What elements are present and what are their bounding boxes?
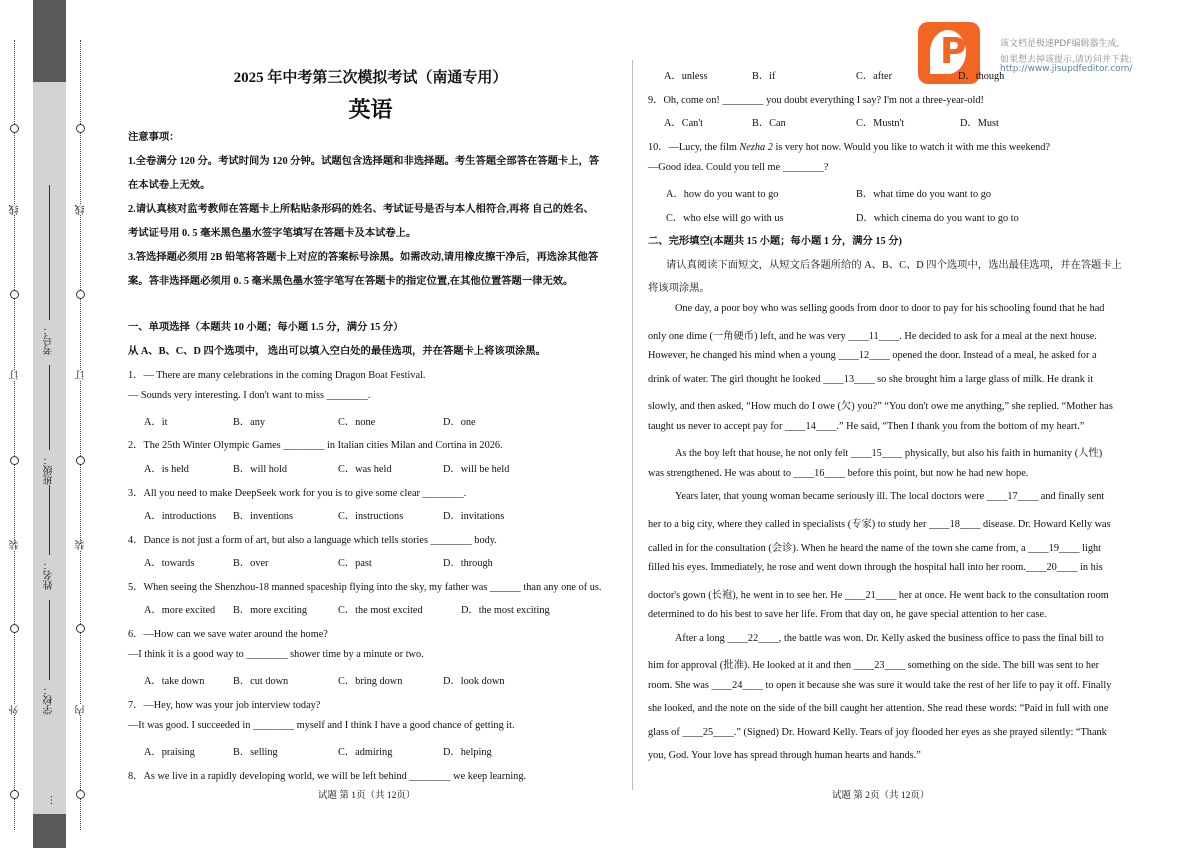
logo-p-icon: P [940,31,967,72]
notice-line: 在本试卷上无效。 [128,180,211,191]
q7-stem: 7．—Hey, how was your job interview today? [128,700,321,711]
q7-option-c[interactable]: C．admiring [338,747,393,758]
binding-hole [10,124,19,133]
q6-option-c[interactable]: C．bring down [338,676,403,687]
page2-footer: 试题 第 2页（共 12页） [832,791,930,801]
field-number-line[interactable] [49,185,50,320]
field-dots: … [44,795,55,805]
binding-hole [10,790,19,799]
passage-line: only one dime (一角硬币) left, and he was very ____11____. He decided to ask for a meal at the next house. [648,331,1097,342]
q4-option-b[interactable]: B．over [233,558,269,569]
q10-option-b[interactable]: B．what time do you want to go [856,189,991,200]
q2-option-c[interactable]: C．was held [338,464,392,475]
q7-option-a[interactable]: A．praising [144,747,195,758]
passage-line: called in for the consultation (会诊). When he heard the name of the town she came from, a ____19____ light [648,543,1102,554]
q2-option-a[interactable]: A．is held [144,464,189,475]
binding-hole [76,456,85,465]
binding-strip [0,0,100,848]
q10-option-a[interactable]: A．how do you want to go [666,189,779,200]
q6-option-b[interactable]: B．cut down [233,676,289,687]
passage-line: was strengthened. He was about to ____16____ before this point, but now he had new hope. [648,468,1029,479]
binding-hole [76,790,85,799]
section1-instructions: 从 A、B、C、D 四个选项中， 选出可以填入空白处的最佳选项，并在答题卡上将该项涂黑。 [128,346,546,357]
q7-option-d[interactable]: D．helping [443,747,492,758]
passage-line: As the boy left that house, he not only felt ____15____ physically, but also his faith in humanity (人性) [675,448,1103,459]
exam-subject: 英语 [348,97,393,122]
passage-line: room. She was ____24____ to open it because she was sure it would take the rest of her life to pay it off. Finally [648,680,1112,691]
inner-zhuang: 装 [76,540,87,550]
notice-line: 3.答选择题必须用 2B 铅笔将答题卡上对应的答案标号涂黑。如需改动,请用橡皮擦干净后，再选涂其他答 [128,252,599,263]
q10-stem-pre: 10．—Lucy, the film [648,142,740,153]
field-school-label: 学校： [44,685,55,715]
passage-line: she looked, and the note on the side of the bill caught her attention. She read these words: “Paid in full with one [648,703,1109,714]
outer-ding: 订 [10,370,21,380]
q3-option-d[interactable]: D．invitations [443,511,505,522]
outer-wai: 外 [10,705,21,715]
q2-stem: 2．The 25th Winter Olympic Games ________ in Italian cities Milan and Cortina in 2026. [128,440,503,451]
q10-stem-post: is very hot now. Would you like to watch it with me this weekend? [772,142,1051,153]
binding-hole [76,624,85,633]
field-class-line[interactable] [49,365,50,450]
passage-line: After a long ____22____, the battle was won. Dr. Kelly asked the business office to pass the final bill to [675,633,1104,644]
q9-option-a[interactable]: A．Can't [664,118,704,129]
q10-stem [648,138,1050,153]
binding-bar-top [33,0,66,82]
field-name-label: 姓名： [44,560,55,590]
inner-xian: 线 [76,205,87,215]
q4-option-a[interactable]: A．towards [144,558,195,569]
section2-instructions: 请认真阅读下面短文，从短文后各题所给的 A、B、C、D 四个选项中，选出最佳选项，并在答题卡上 [666,260,1122,271]
q8-stem: 8．As we live in a rapidly developing world, we will be left behind ________ we keep learning. [128,771,527,782]
q4-option-d[interactable]: D．through [443,558,493,569]
q1-option-a[interactable]: A．it [144,417,168,428]
left-page [118,66,623,124]
q7-reply: —It was good. I succeeded in ________ myself and I think I have a good chance of getting it. [128,720,515,731]
q6-option-a[interactable]: A．take down [144,676,205,687]
field-number-label: 考号： [44,325,55,355]
outer-xian: 线 [10,205,21,215]
q7-option-b[interactable]: B．selling [233,747,278,758]
watermark-line1: 该文档是极速PDF编辑器生成, [1000,39,1120,49]
q6-option-d[interactable]: D．look down [443,676,505,687]
passage-line: her to a big city, where they called in specialists (专家) to study her ____18____ disease. Dr. Howard Kelly was [648,519,1111,530]
notice-line: 1.全卷满分 120 分。考试时间为 120 分钟。试题包含选择题和非选择题。考生答题全部答在答题卡上，答 [128,156,600,167]
q6-stem: 6．—How can we save water around the home? [128,629,328,640]
q9-stem: 9．Oh, come on! ________ you doubt everything I say? I'm not a three-year-old! [648,95,984,106]
field-class-label: 班级： [44,455,55,485]
q9-option-b[interactable]: B．Can [752,118,786,129]
binding-hole [76,290,85,299]
q10-option-c[interactable]: C．who else will go with us [666,213,784,224]
q2-option-b[interactable]: B．will hold [233,464,288,475]
passage-line: him for approval (批准). He looked at it and then ____23____ something on the side. The bill was sent to her [648,660,1100,671]
inner-nei: 内 [76,705,87,715]
q5-option-b[interactable]: B．more exciting [233,605,308,616]
passage-line: However, he changed his mind when a young ____12____ opened the door. Instead of a meal, he asked for a [648,350,1097,361]
passage-line: One day, a poor boy who was selling goods from door to door to pay for his schooling found that he had [675,303,1105,314]
passage-line: drink of water. The girl thought he looked ____13____ so she brought him a large glass of milk. He drank it [648,374,1094,385]
q6-reply: —I think it is a good way to ________ shower time by a minute or two. [128,649,424,660]
section2-instructions-cont: 将该项涂黑。 [648,283,710,294]
binding-hole [10,290,19,299]
notice-line: 2.请认真核对监考教师在答题卡上所粘贴条形码的姓名、考试证号是否与本人相符合,再将 自己的姓名、 [128,204,594,215]
q5-stem: 5．When seeing the Shenzhou-18 manned spaceship flying into the sky, my father was ______ than any one of us. [128,582,602,593]
passage-line: filled his eyes. Immediately, he rose and went down through the hospital hall into her room.____20____ in his [648,562,1103,573]
page1-footer: 试题 第 1页（共 12页） [318,791,416,801]
q3-option-a[interactable]: A．introductions [144,511,217,522]
watermark-line2: 如果想去掉该提示,请访问并下载: [1000,55,1132,65]
q5-option-a[interactable]: A．more excited [144,605,216,616]
q9-option-d[interactable]: D．Must [960,118,999,129]
passage-line: you, God. Your love has spread through human hearts and hands.” [648,750,921,761]
passage-line: glass of ____25____.” (Signed) Dr. Howard Kelly. Tears of joy flooded her eyes as she prayed silently: “Thank [648,727,1107,738]
passage-line: taught us never to accept pay for ____14____.” He said, “Then I thank you from the bottom of my heart.” [648,421,1085,432]
notice-heading: 注意事项： [128,132,180,143]
passage-line: doctor's gown (长袍), he went in to see her. He ____21____ her at once. He went back to the consultation room [648,590,1109,601]
watermark-link[interactable]: http://www.jisupdfeditor.com/ [1000,64,1133,74]
q3-option-b[interactable]: B．inventions [233,511,294,522]
q2-option-d[interactable]: D．will be held [443,464,510,475]
q3-stem: 3．All you need to make DeepSeek work for you is to give some clear ________. [128,488,467,499]
q5-option-c[interactable]: C．the most excited [338,605,423,616]
field-name-line[interactable] [49,485,50,555]
q1-option-d[interactable]: D．one [443,417,476,428]
q4-stem: 4．Dance is not just a form of art, but also a language which tells stories ________ body. [128,535,497,546]
q10-film-title: Nezha 2 [739,142,773,153]
section1-heading: 一、单项选择（本题共 10 小题；每小题 1.5 分，满分 15 分） [128,322,404,333]
binding-hole [10,456,19,465]
q8-option-a[interactable]: A．unless [664,71,708,82]
q10-reply: —Good idea. Could you tell me ________? [648,162,829,173]
q5-option-d[interactable]: D．the most exciting [461,605,550,616]
passage-line: slowly, and then asked, “How much do I owe (欠) you?” “You don't owe me anything,” she replied. “Mother has [648,401,1113,412]
inner-ding: 订 [76,370,87,380]
q8-option-b[interactable]: B．if [752,71,776,82]
passage-line: Years later, that young woman became seriously ill. The local doctors were ____17____ and finally sent [675,491,1105,502]
section2-heading: 二、完形填空(本题共 15 小题；每小题 1 分，满分 15 分) [648,236,902,247]
field-school-line[interactable] [49,600,50,680]
binding-bar-bottom [33,814,66,848]
binding-hole [76,124,85,133]
q8-option-c[interactable]: C．after [856,71,893,82]
q1-option-c[interactable]: C．none [338,417,376,428]
q9-option-c[interactable]: C．Mustn't [856,118,905,129]
notice-line: 考试证号用 0. 5 毫米黑色墨水签字笔填写在答题卡及本试卷上。 [128,228,417,239]
passage-line: determined to do his best to save her life. From that day on, he gave special attention to her case. [648,609,1047,620]
binding-hole [10,624,19,633]
page-divider [632,60,633,790]
q3-option-c[interactable]: C．instructions [338,511,404,522]
outer-zhuang: 装 [10,540,21,550]
q1-option-b[interactable]: B．any [233,417,266,428]
q8-option-d[interactable]: D．though [958,71,1005,82]
notice-line: 案。答非选择题必须用 0. 5 毫米黑色墨水签字笔写在答题卡的指定位置,在其他位置答题一律无效。 [128,276,574,287]
q1-stem: 1．— There are many celebrations in the coming Dragon Boat Festival. [128,370,426,381]
q1-reply: — Sounds very interesting. I don't want to miss ________. [128,390,371,401]
exam-title: 2025 年中考第三次模拟考试（南通专用） [233,70,508,86]
q10-option-d[interactable]: D．which cinema do you want to go to [856,213,1019,224]
q4-option-c[interactable]: C．past [338,558,372,569]
